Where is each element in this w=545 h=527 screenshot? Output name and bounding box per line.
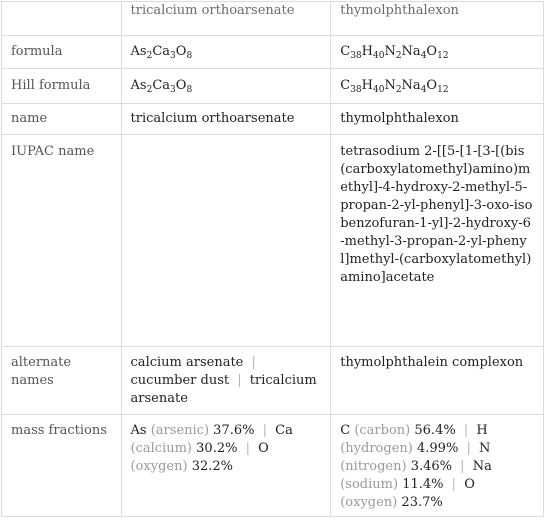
- header-row: [2, 2, 544, 36]
- element-count: 3: [170, 85, 176, 95]
- table-row: [2, 347, 544, 415]
- element-name: (arsenic): [150, 423, 210, 438]
- element-name: (calcium): [130, 441, 193, 456]
- element-count: 40: [372, 51, 385, 61]
- element-symbol: C: [340, 423, 351, 438]
- element-count: 3: [170, 51, 176, 61]
- mass-fractions-cell-1: [121, 415, 331, 517]
- element-symbol: O: [426, 78, 438, 93]
- element-name: (oxygen): [130, 459, 188, 474]
- element-name: (nitrogen): [340, 459, 407, 474]
- row-label-formula: formula: [2, 36, 122, 69]
- row-label-alternate-names: alternate names: [2, 347, 122, 415]
- element-name: (oxygen): [340, 495, 398, 510]
- element-symbol: H: [361, 78, 373, 93]
- element-count: 8: [186, 85, 193, 95]
- hill-formula-cell-1: [121, 69, 331, 104]
- table-row: [2, 415, 544, 517]
- mass-percent: 3.46%: [410, 459, 453, 474]
- hill-formula-cell-2: [331, 69, 544, 104]
- element-symbol: H: [361, 44, 373, 59]
- mass-percent: 32.2%: [191, 459, 234, 474]
- table-row: [2, 69, 544, 104]
- list-separator: |: [466, 441, 471, 456]
- element-symbol: O: [175, 78, 187, 93]
- element-count: 8: [186, 51, 193, 61]
- header-compound-2: thymolphthalexon: [331, 2, 544, 36]
- element-count: 4: [420, 85, 427, 95]
- table-row: [2, 36, 544, 69]
- row-label-mass-fractions: mass fractions: [2, 415, 122, 517]
- element-count: 2: [395, 85, 402, 95]
- element-count: 4: [420, 51, 427, 61]
- element-symbol: As: [130, 423, 147, 438]
- element-symbol: As: [130, 78, 147, 93]
- element-symbol: Ca: [152, 78, 171, 93]
- list-separator: |: [460, 459, 465, 474]
- list-item: calcium arsenate: [130, 355, 244, 370]
- comparison-table: [1, 1, 544, 517]
- element-symbol: Na: [401, 78, 421, 93]
- iupac-cell-2: tetrasodium 2-[[5-[1-[3-[(bis(carboxylatomethyl)amino)methyl]-4-hydroxy-2-methyl-5-propan-2-yl-phenyl]-3-oxo-isobenzofuran-1-yl]-2-hydroxy-6-methyl-3-propan-2-yl-phenyl]methyl-(carboxylatomethyl)amino]acetate: [331, 135, 544, 347]
- element-symbol: O: [464, 477, 475, 492]
- element-symbol: O: [175, 44, 187, 59]
- mass-fractions-cell-2: [331, 415, 544, 517]
- element-symbol: H: [476, 423, 488, 438]
- element-count: 12: [437, 85, 449, 95]
- element-symbol: Ca: [275, 423, 293, 438]
- list-separator: |: [245, 441, 250, 456]
- formula-cell-1: [121, 36, 331, 69]
- element-symbol: N: [384, 44, 396, 59]
- element-symbol: Ca: [152, 44, 171, 59]
- element-count: 38: [350, 51, 362, 61]
- row-label-iupac-name: IUPAC name: [2, 135, 122, 347]
- element-count: 40: [372, 85, 385, 95]
- element-name: (sodium): [340, 477, 399, 492]
- name-cell-2: thymolphthalexon: [331, 104, 544, 135]
- mass-percent: 56.4%: [414, 423, 456, 438]
- header-corner: [2, 2, 122, 36]
- mass-percent: 11.4%: [402, 477, 444, 492]
- mass-percent: 30.2%: [196, 441, 238, 456]
- element-symbol: O: [426, 44, 438, 59]
- element-symbol: C: [340, 44, 351, 59]
- list-item: tricalcium arsenate: [130, 373, 317, 406]
- row-label-hill-formula: Hill formula: [2, 69, 122, 104]
- element-symbol: Na: [401, 44, 421, 59]
- element-count: 38: [350, 85, 362, 95]
- list-item: thymolphthalein complexon: [340, 355, 524, 370]
- element-count: 2: [395, 51, 402, 61]
- list-separator: |: [237, 373, 242, 388]
- element-symbol: O: [258, 441, 269, 456]
- list-separator: |: [262, 423, 268, 438]
- element-count: 12: [437, 51, 449, 61]
- alternate-names-cell-1: [121, 347, 331, 415]
- formula-cell-2: [331, 36, 544, 69]
- alternate-names-cell-2: [331, 347, 544, 415]
- element-symbol: As: [130, 44, 147, 59]
- table-row: [2, 104, 544, 135]
- table-row: [2, 135, 544, 347]
- list-separator: |: [463, 423, 469, 438]
- list-separator: |: [251, 355, 256, 370]
- element-name: (carbon): [354, 423, 411, 438]
- list-separator: |: [451, 477, 457, 492]
- list-item: cucumber dust: [130, 373, 230, 388]
- mass-percent: 37.6%: [213, 423, 255, 438]
- iupac-cell-1: [121, 135, 331, 347]
- element-symbol: Na: [472, 459, 492, 474]
- row-label-name: name: [2, 104, 122, 135]
- element-name: (hydrogen): [340, 441, 413, 456]
- mass-percent: 23.7%: [401, 495, 443, 510]
- mass-percent: 4.99%: [417, 441, 459, 456]
- element-count: 2: [146, 85, 153, 95]
- element-symbol: N: [384, 78, 396, 93]
- name-cell-1: tricalcium orthoarsenate: [121, 104, 331, 135]
- element-symbol: N: [478, 441, 491, 456]
- element-symbol: C: [340, 78, 351, 93]
- element-count: 2: [146, 51, 153, 61]
- header-compound-1: tricalcium orthoarsenate: [121, 2, 331, 36]
